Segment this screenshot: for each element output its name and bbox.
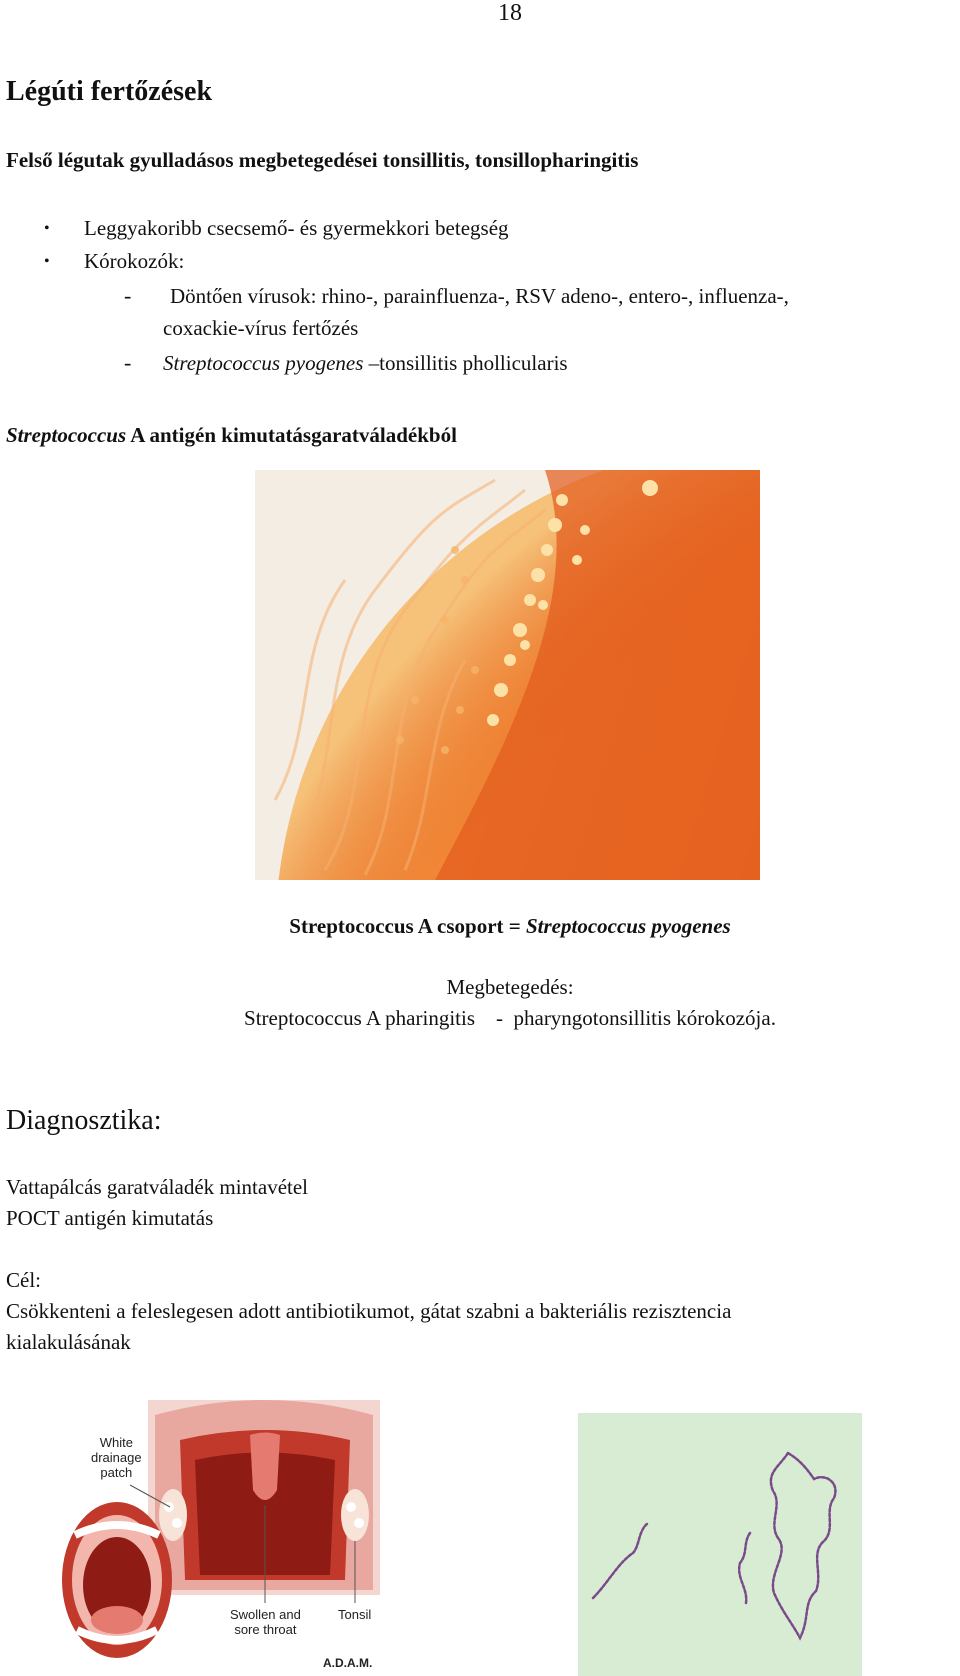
label-tonsil: Tonsil [338, 1607, 372, 1622]
label-swollen-throat [230, 1607, 301, 1637]
bullet-item: Kórokozók: [84, 249, 185, 273]
section-strep-heading [6, 423, 457, 448]
goal-line1: Csökkenteni a feleslegesen adott antibiotikumot, gátat szabni a bakteriális rezisztencia [6, 1299, 732, 1323]
strep-italic: Streptococcus pyogenes [163, 351, 364, 375]
diagnostics-line1: Vattapálcás garatváladék mintavétel [6, 1175, 309, 1199]
page-number: 18 [498, 0, 522, 26]
caption-group [0, 914, 960, 939]
diagnostics-title: Diagnosztika: [6, 1105, 162, 1136]
sub-item-strep [163, 351, 568, 376]
agar-plate-image [255, 470, 760, 880]
strep-rest: –tonsillitis phollicularis [363, 351, 568, 375]
bullet-item: Leggyakoribb csecsemő- és gyermekkori betegség [84, 216, 509, 240]
dash-icon: - [124, 350, 132, 375]
label-line: patch [100, 1465, 133, 1480]
label-drainage-patch [91, 1435, 142, 1480]
goal-line2: kialakulásának [6, 1330, 131, 1354]
bullet-icon: • [44, 253, 50, 270]
sub-item-viral-line1: Döntően vírusok: rhino-, parainfluenza-, RSV adeno-, entero-, influenza-, [170, 284, 789, 308]
dash-icon: - [124, 283, 132, 308]
label-line: drainage [91, 1450, 142, 1465]
page-title: Légúti fertőzések [6, 76, 213, 107]
section-italic: Streptococcus [6, 423, 127, 447]
sub-item-viral-line2: coxackie-vírus fertőzés [163, 316, 359, 340]
label-line: White [99, 1435, 133, 1450]
caption-group-italic: Streptococcus pyogenes [526, 914, 731, 938]
label-line: Swollen and [230, 1607, 301, 1622]
throat-illustration [55, 1395, 385, 1676]
diagnostics-line2: POCT antigén kimutatás [6, 1206, 214, 1230]
label-line: sore throat [234, 1622, 297, 1637]
caption-group-bold: Streptococcus A csoport = [289, 914, 526, 938]
page-subtitle: Felső légutak gyulladásos megbetegedései tonsillitis, tonsillopharingitis [6, 148, 639, 172]
goal-label: Cél: [6, 1268, 41, 1292]
caption-disease-label: Megbetegedés: [446, 975, 574, 999]
section-rest: A antigén kimutatásgaratváladékból [126, 423, 457, 447]
adam-logo: A.D.A.M. [323, 1656, 373, 1670]
bullet-icon: • [44, 220, 50, 237]
microscopy-image [578, 1413, 862, 1676]
caption-disease-text: Streptococcus A pharingitis - pharyngotonsillitis kórokozója. [244, 1006, 776, 1030]
